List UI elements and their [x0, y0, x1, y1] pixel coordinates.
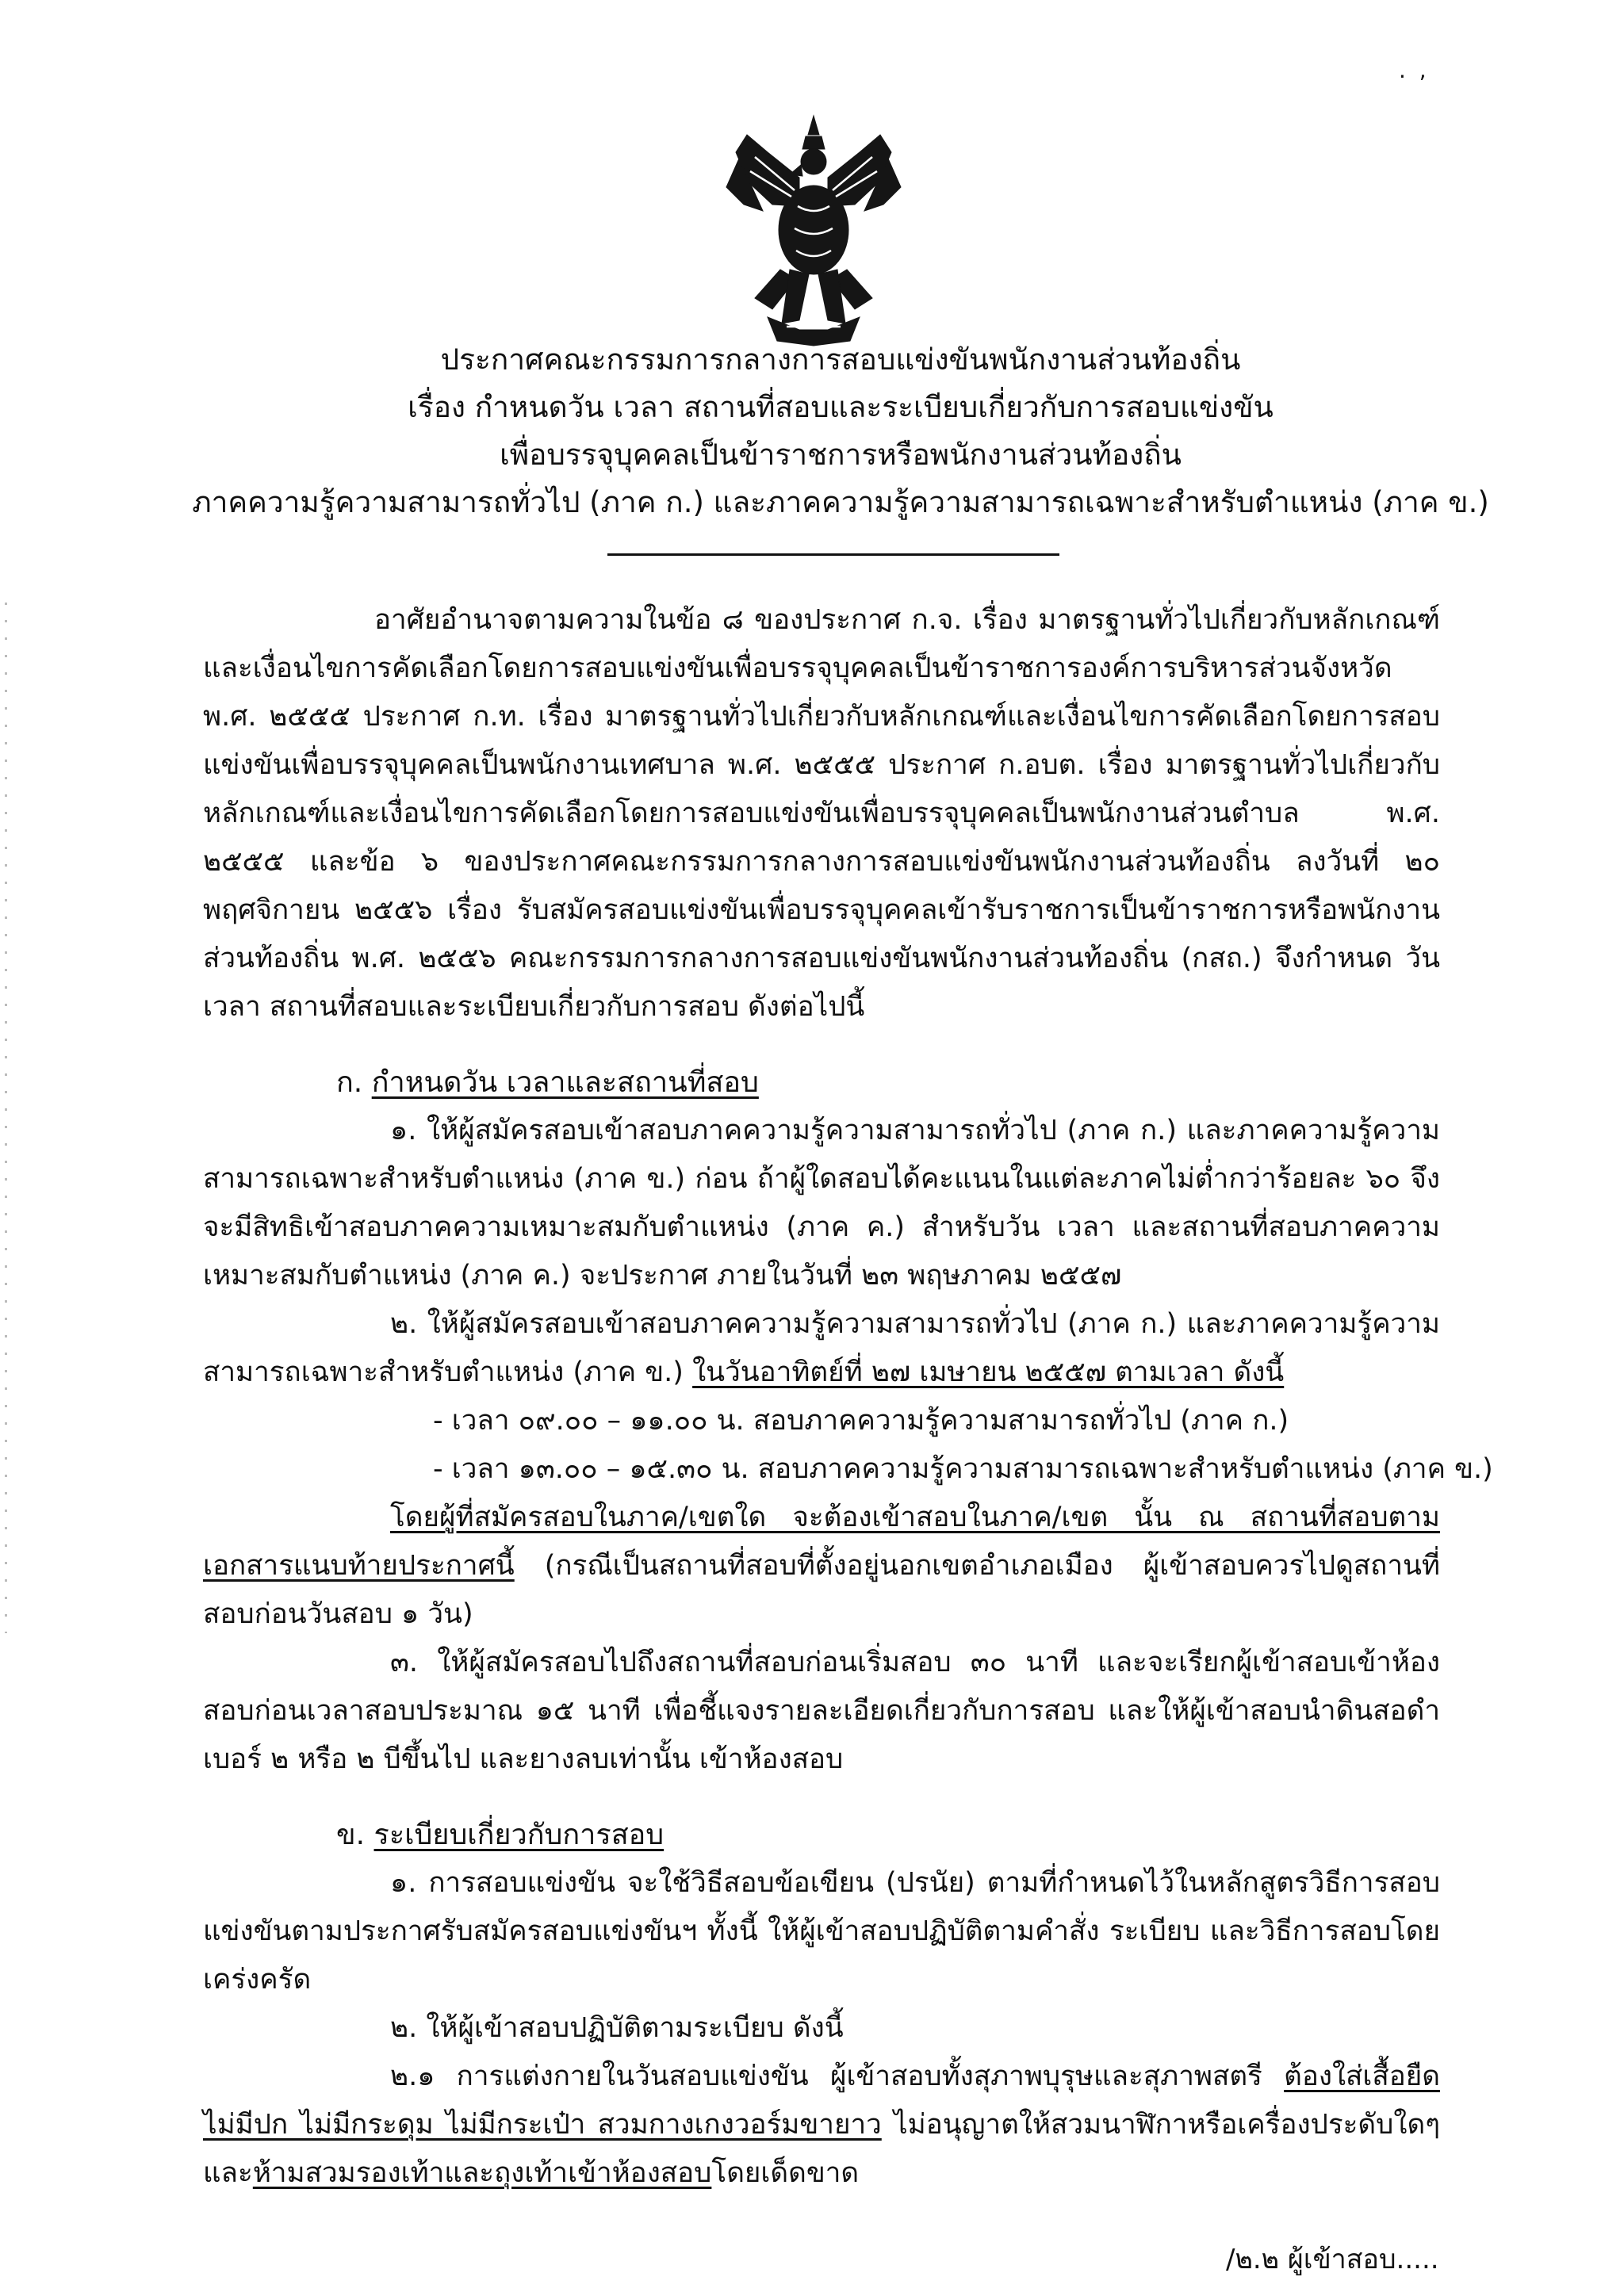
section-b-item-2-1	[203, 2053, 1440, 2198]
exam-time-morning: - เวลา ๐๙.๐๐ – ๑๑.๐๐ น. สอบภาคความรู้ความสามารถทั่วไป (ภาค ก.)	[433, 1405, 1289, 1437]
title-line-3: เพื่อบรรจุบุคคลเป็นข้าราชการหรือพนักงานส่วนท้องถิ่น	[500, 438, 1182, 472]
exam-date: ในวันอาทิตย์ที่ ๒๗ เมษายน ๒๕๕๗ ตามเวลา ดังนี้	[692, 1357, 1285, 1388]
continuation-note: /๒.๒ ผู้เข้าสอบ.....	[1226, 2244, 1439, 2275]
section-a-item-1: ๑. ให้ผู้สมัครสอบเข้าสอบภาคความรู้ความสามารถทั่วไป (ภาค ก.) และภาคความรู้ความสามารถเฉพาะสำหรับตำแหน่ง (ภาค ข.) ก่อน ถ้าผู้ใดสอบได้คะแนนในแต่ละภาคไม่ต่ำกว่าร้อยละ ๖๐ จึงจะมีสิทธิเข้าสอบภาคความเหมาะสมกับตำแหน่ง (ภาค ค.) สำหรับวัน เวลา และสถานที่สอบภาคความเหมาะสมกับตำแหน่ง (ภาค ค.) จะประกาศ ภายในวันที่ ๒๓ พฤษภาคม ๒๕๕๗	[203, 1115, 1440, 1292]
dress-code-rule: ต้องใส่เสื้อยืด ไม่มีปก ไม่มีกระดุม ไม่มีกระเป๋า สวมกางเกงวอร์มขายาว	[203, 2061, 1440, 2141]
title-divider	[607, 553, 1059, 556]
section-a-prefix: ก.	[336, 1066, 363, 1099]
title-line-1: ประกาศคณะกรรมการกลางการสอบแข่งขันพนักงานส่วนท้องถิ่น	[440, 342, 1241, 377]
section-b-prefix: ข.	[336, 1819, 366, 1851]
corner-mark: . ,	[1399, 57, 1430, 83]
section-b-heading	[203, 1811, 1440, 1859]
dress-code-lead: ๒.๑ การแต่งกายในวันสอบแข่งขัน ผู้เข้าสอบทั้งสุภาพบุรุษและสุภาพสตรี	[390, 2061, 1285, 2092]
venue-rule: โดยผู้ที่สมัครสอบในภาค/เขตใด จะต้องเข้าสอบในภาค/เขต นั้น ณ สถานที่สอบตามเอกสารแนบท้ายประกาศนี้	[203, 1502, 1440, 1582]
section-b-item-1: ๑. การสอบแข่งขัน จะใช้วิธีสอบข้อเขียน (ปรนัย) ตามที่กำหนดไว้ในหลักสูตรวิธีการสอบแข่งขันตามประกาศรับสมัครสอบแข่งขันฯ ทั้งนี้ ให้ผู้เข้าสอบปฏิบัติตามคำสั่ง ระเบียบ และวิธีการสอบโดยเคร่งครัด	[203, 1867, 1440, 1996]
announcement-title	[127, 336, 1554, 526]
title-line-2: เรื่อง กำหนดวัน เวลา สถานที่สอบและระเบียบเกี่ยวกับการสอบแข่งขัน	[408, 390, 1274, 424]
dress-code-end: โดยเด็ดขาด	[711, 2157, 860, 2189]
announcement-body	[203, 596, 1493, 2198]
dress-code-middle: ไม่อนุญาตให้สวมนาฬิกาหรือเครื่องประดับใดๆ และ	[203, 2109, 1440, 2189]
section-a-title: กำหนดวัน เวลาและสถานที่สอบ	[371, 1066, 759, 1099]
section-a-item-3: ๓. ให้ผู้สมัครสอบไปถึงสถานที่สอบก่อนเริ่มสอบ ๓๐ นาที และจะเรียกผู้เข้าสอบเข้าห้องสอบก่อนเวลาสอบประมาณ ๑๕ นาที เพื่อชี้แจงรายละเอียดเกี่ยวกับการสอบ และให้ผู้เข้าสอบนำดินสอดำ เบอร์ ๒ หรือ ๒ บีขึ้นไป และยางลบเท่านั้น เข้าห้องสอบ	[203, 1647, 1440, 1775]
section-a-item-2	[203, 1300, 1440, 1397]
item-2-text: ๒. ให้ผู้สมัครสอบเข้าสอบภาคความรู้ความสามารถทั่วไป (ภาค ก.) และภาคความรู้ความสามารถเฉพาะสำหรับตำแหน่ง (ภาค ข.)	[203, 1308, 1440, 1388]
section-a-heading	[203, 1058, 1440, 1107]
exam-time-afternoon: - เวลา ๑๓.๐๐ – ๑๕.๓๐ น. สอบภาคความรู้ความสามารถเฉพาะสำหรับตำแหน่ง (ภาค ข.)	[433, 1453, 1493, 1485]
intro-paragraph: อาศัยอำนาจตามความในข้อ ๘ ของประกาศ ก.จ. เรื่อง มาตรฐานทั่วไปเกี่ยวกับหลักเกณฑ์และเงื่อนไขการคัดเลือกโดยการสอบแข่งขันเพื่อบรรจุบุคคลเป็นข้าราชการองค์การบริหารส่วนจังหวัด พ.ศ. ๒๕๕๕ ประกาศ ก.ท. เรื่อง มาตรฐานทั่วไปเกี่ยวกับหลักเกณฑ์และเงื่อนไขการคัดเลือกโดยการสอบแข่งขันเพื่อบรรจุบุคคลเป็นพนักงานเทศบาล พ.ศ. ๒๕๕๕ ประกาศ ก.อบต. เรื่อง มาตรฐานทั่วไปเกี่ยวกับหลักเกณฑ์และเงื่อนไขการคัดเลือกโดยการสอบแข่งขันเพื่อบรรจุบุคคลเป็นพนักงานส่วนตำบล พ.ศ. ๒๕๕๕ และข้อ ๖ ของประกาศคณะกรรมการกลางการสอบแข่งขันพนักงานส่วนท้องถิ่น ลงวันที่ ๒๐ พฤศจิกายน ๒๕๕๖ เรื่อง รับสมัครสอบแข่งขันเพื่อบรรจุบุคคลเข้ารับราชการเป็นข้าราชการหรือพนักงานส่วนท้องถิ่น พ.ศ. ๒๕๕๖ คณะกรรมการกลางการสอบแข่งขันพนักงานส่วนท้องถิ่น (กสถ.) จึงกำหนด วัน เวลา สถานที่สอบและระเบียบเกี่ยวกับการสอบ ดังต่อไปนี้	[203, 604, 1440, 1023]
exam-venue-note	[203, 1494, 1440, 1639]
section-b-item-2: ๒. ให้ผู้เข้าสอบปฏิบัติตามระเบียบ ดังนี้	[390, 2012, 844, 2044]
garuda-emblem-icon	[723, 111, 904, 349]
scan-edge-dots	[5, 603, 7, 1633]
venue-advice: (กรณีเป็นสถานที่สอบที่ตั้งอยู่นอกเขตอำเภอเมือง ผู้เข้าสอบควรไปดูสถานที่สอบก่อนวันสอบ ๑ วัน)	[203, 1550, 1440, 1630]
section-b-title: ระเบียบเกี่ยวกับการสอบ	[373, 1819, 665, 1851]
shoes-rule: ห้ามสวมรองเท้าและถุงเท้าเข้าห้องสอบ	[252, 2157, 712, 2189]
title-line-4: ภาคความรู้ความสามารถทั่วไป (ภาค ก.) และภาคความรู้ความสามารถเฉพาะสำหรับตำแหน่ง (ภาค ข.)	[192, 485, 1489, 519]
